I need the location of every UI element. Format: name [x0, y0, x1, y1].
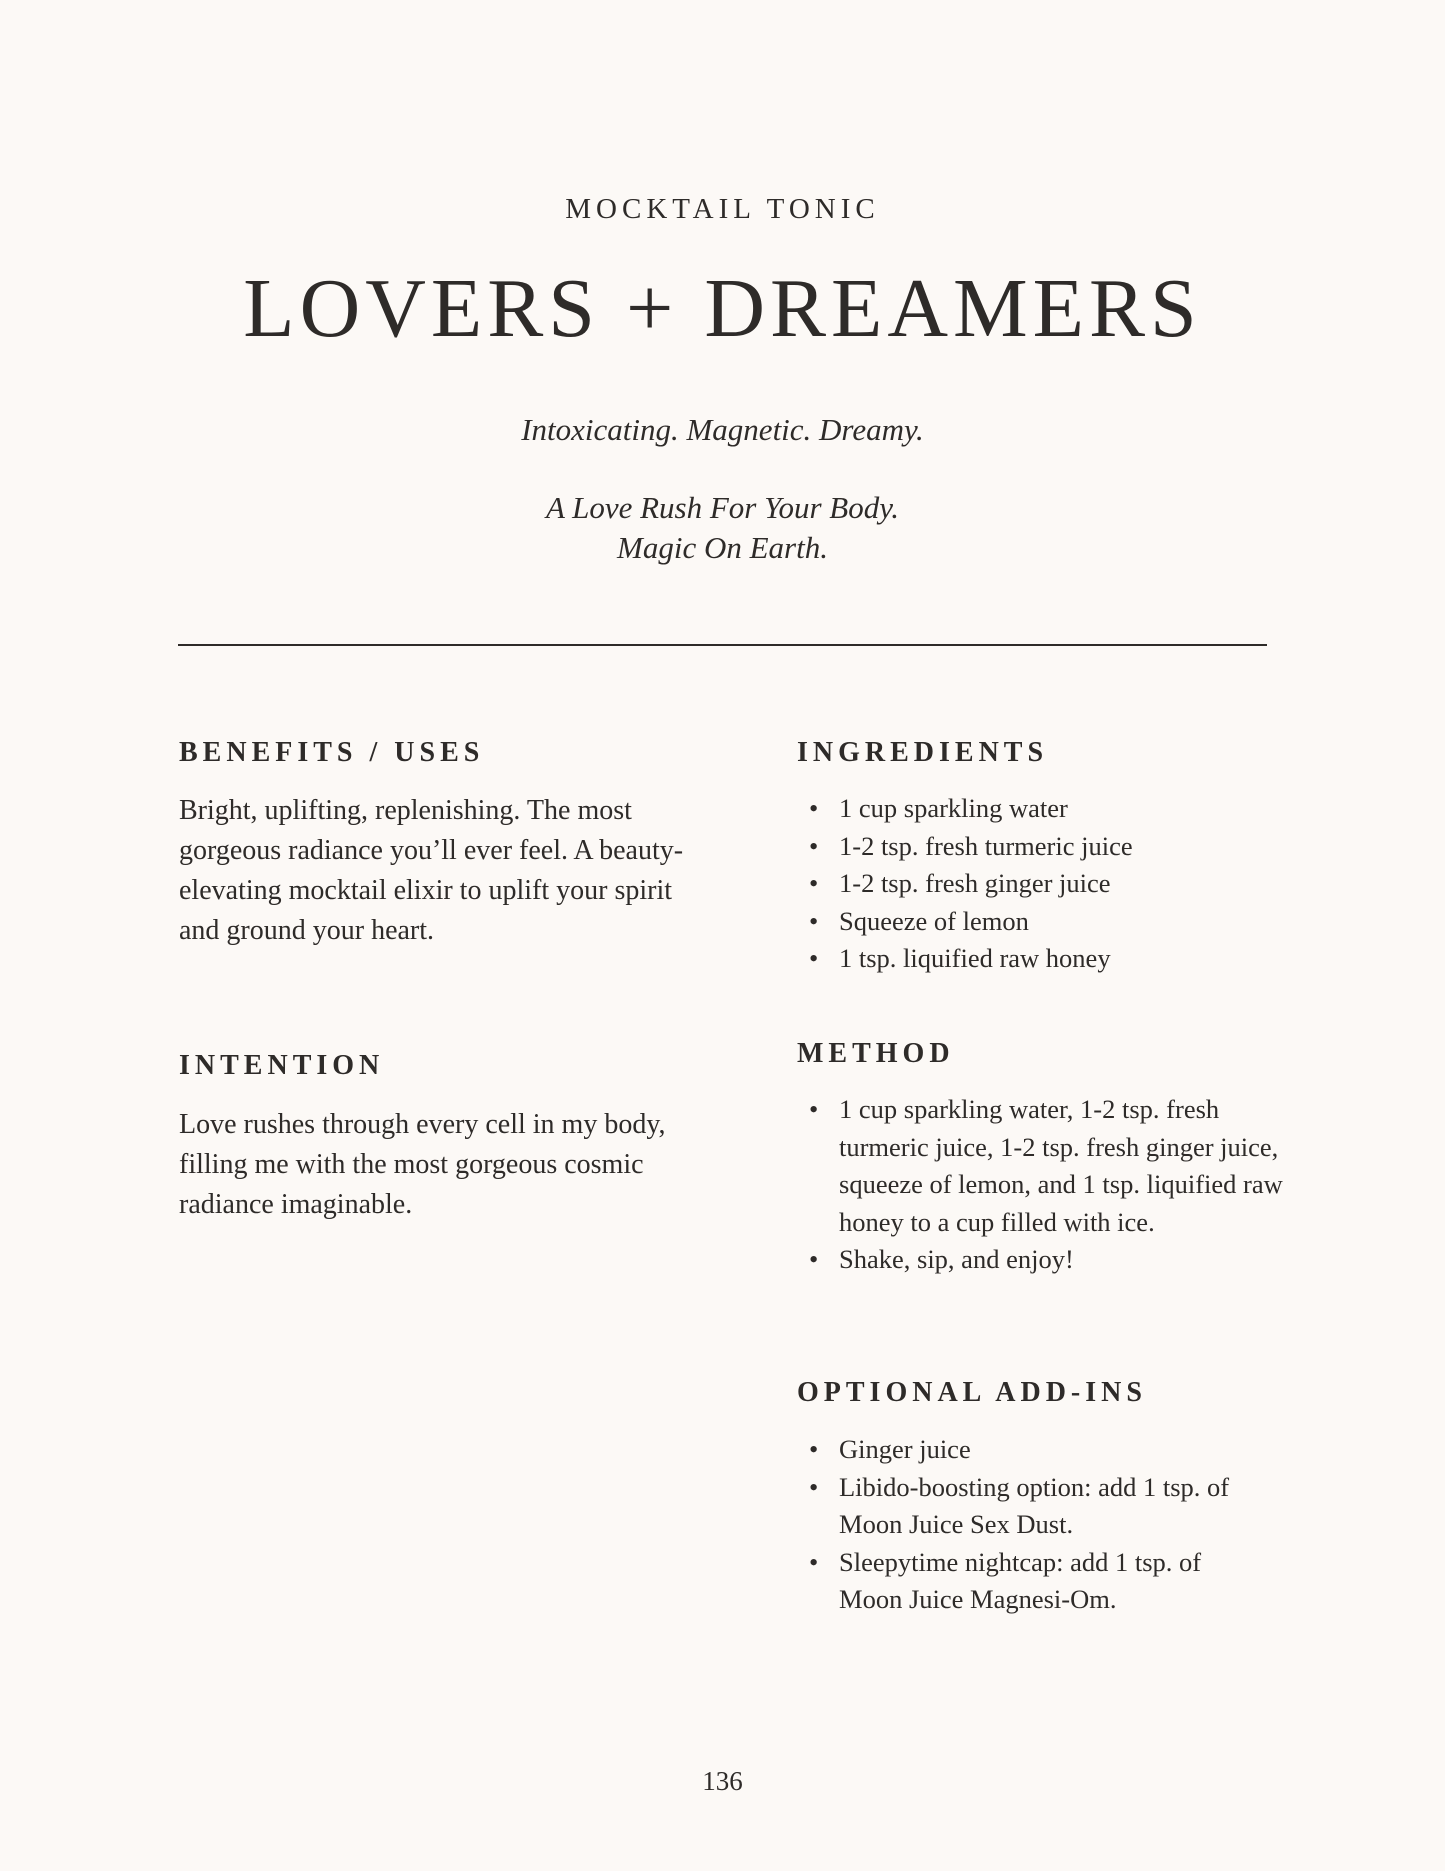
- benefits-heading: BENEFITS / USES: [179, 737, 485, 768]
- tagline: Intoxicating. Magnetic. Dreamy.: [521, 412, 924, 447]
- ingredient-text: 1 tsp. liquified raw honey: [839, 943, 1111, 973]
- subtagline: [0, 488, 1445, 568]
- benefits-text: Bright, uplifting, replenishing. The most gorgeous radiance you’ll ever feel. A beauty-elevating mocktail elixir to uplift your spirit and ground your heart.: [179, 795, 684, 946]
- bullet-icon: •: [809, 830, 819, 861]
- list-item: [797, 790, 1317, 828]
- bullet-icon: •: [809, 1244, 819, 1274]
- list-item: [797, 1469, 1257, 1544]
- list-item: [797, 1241, 1307, 1279]
- add-in-text: Sleepytime nightcap: add 1 tsp. of Moon Juice Magnesi-Om.: [839, 1546, 1202, 1614]
- bullet-icon: •: [809, 868, 819, 898]
- list-item: [797, 865, 1317, 903]
- intention-text: Love rushes through every cell in my body, filling me with the most gorgeous cosmic radiance imaginable.: [179, 1109, 666, 1220]
- subtagline-line-1: A Love Rush For Your Body.: [545, 490, 900, 525]
- ingredient-text: 1 cup sparkling water: [839, 793, 1068, 823]
- method-step-text: 1 cup sparkling water, 1-2 tsp. fresh turmeric juice, 1-2 tsp. fresh ginger juice, squeeze of lemon, and 1 tsp. liquified raw honey to a cup filled with ice.: [839, 1094, 1283, 1237]
- list-item: [797, 940, 1317, 978]
- method-list: [797, 1091, 1307, 1279]
- bullet-icon: •: [809, 1434, 819, 1464]
- list-item: [797, 903, 1317, 941]
- page-title: LOVERS + DREAMERS: [243, 262, 1202, 355]
- add-in-text: Ginger juice: [839, 1434, 971, 1464]
- ingredients-heading: INGREDIENTS: [797, 737, 1049, 768]
- method-step-text: Shake, sip, and enjoy!: [839, 1244, 1074, 1274]
- ingredient-text: 1-2 tsp. fresh ginger juice: [839, 868, 1111, 898]
- bullet-icon: •: [809, 793, 819, 823]
- list-item: [797, 1091, 1307, 1241]
- list-item: [797, 828, 1317, 866]
- bullet-icon: •: [809, 1094, 819, 1124]
- list-item: [797, 1431, 1257, 1469]
- bullet-icon: •: [809, 1546, 819, 1577]
- page-number: 136: [702, 1766, 743, 1796]
- add-in-text: Libido-boosting option: add 1 tsp. of Moon Juice Sex Dust.: [839, 1471, 1230, 1539]
- bullet-icon: •: [809, 905, 819, 936]
- ingredients-list: [797, 790, 1317, 978]
- method-heading: METHOD: [797, 1038, 955, 1069]
- add-ins-heading: OPTIONAL ADD-INS: [797, 1377, 1147, 1408]
- intention-heading: INTENTION: [179, 1050, 385, 1081]
- add-ins-list: [797, 1431, 1257, 1619]
- list-item: [797, 1544, 1257, 1619]
- bullet-icon: •: [809, 943, 819, 973]
- ingredient-text: Squeeze of lemon: [839, 905, 1029, 936]
- subtagline-line-2: Magic On Earth.: [617, 530, 828, 565]
- bullet-icon: •: [809, 1471, 819, 1502]
- ingredient-text: 1-2 tsp. fresh turmeric juice: [839, 830, 1133, 861]
- recipe-category: MOCKTAIL TONIC: [565, 193, 880, 225]
- divider: [178, 644, 1267, 646]
